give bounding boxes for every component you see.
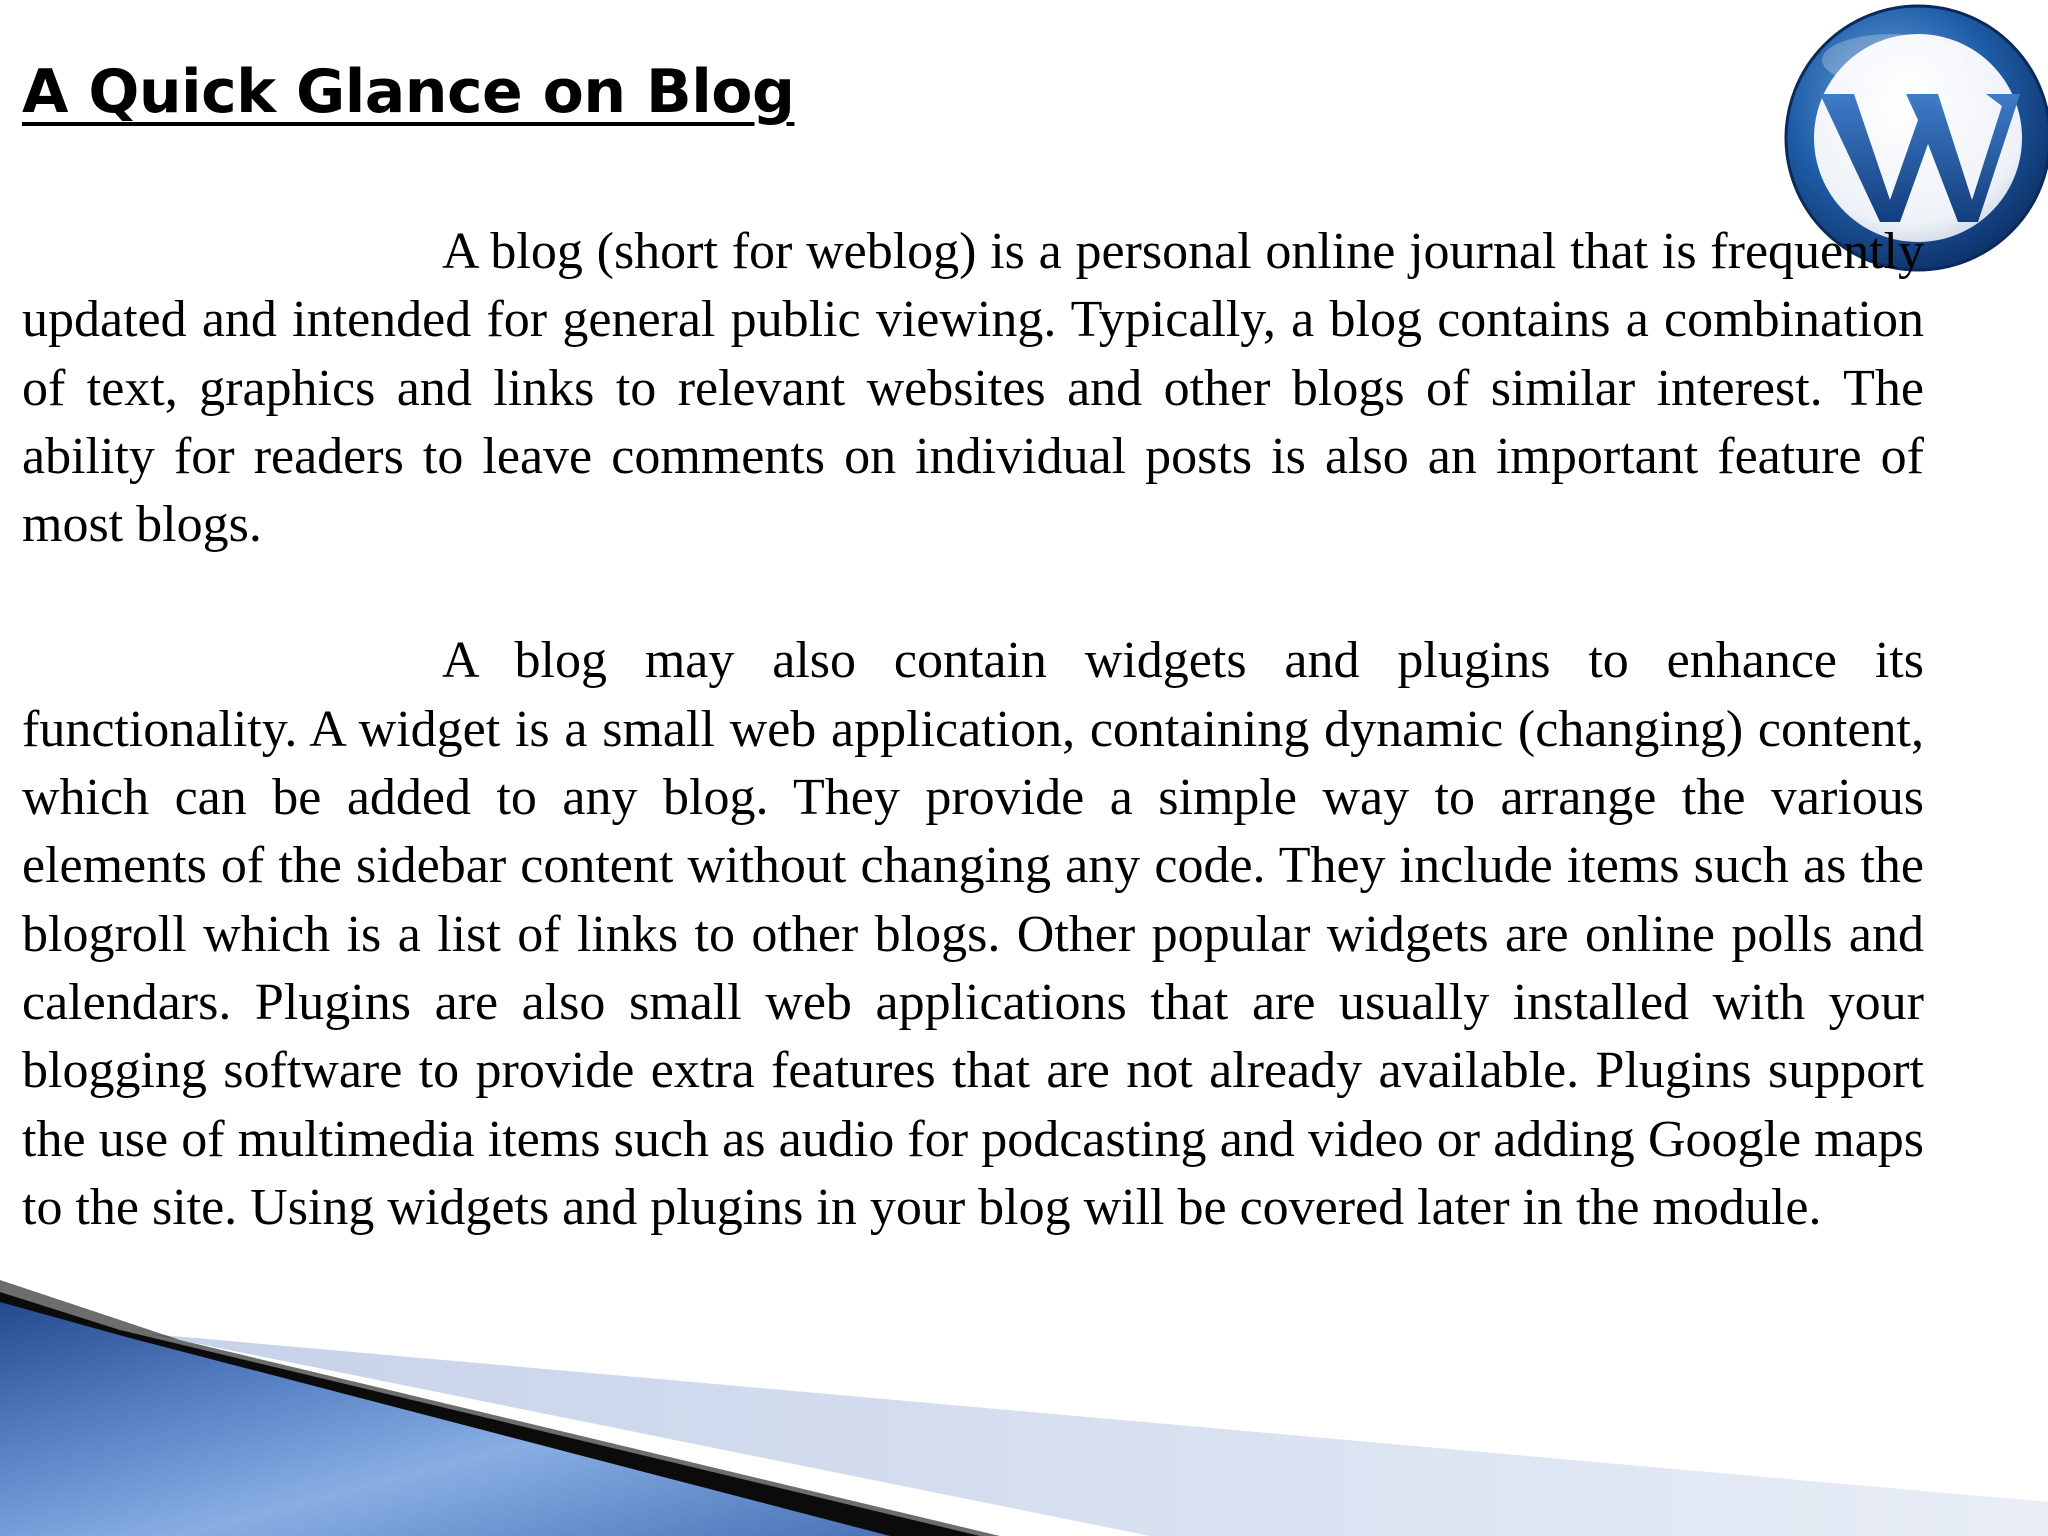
slide-title: A Quick Glance on Blog bbox=[22, 57, 795, 127]
body-text bbox=[22, 218, 1924, 1242]
blue-ribbon-decoration bbox=[0, 1280, 2048, 1536]
paragraph-widgets-plugins: A blog may also contain widgets and plugins to enhance its functionality. A widget is a small web application, containing dynamic (changing) content, which can be added to any blog. They provide a simple way to arrange the various elements of the sidebar content without changing any code. They include items such as the blogroll which is a list of links to other blogs. Other popular widgets are online polls and calendars. Plugins are also small web applications that are usually installed with your blogging software to provide extra features that are not already available. Plugins support the use of multimedia items such as audio for podcasting and video or adding Google maps to the site. Using widgets and plugins in your blog will be covered later in the module. bbox=[22, 632, 1924, 1236]
paragraph-blog-definition: A blog (short for weblog) is a personal online journal that is frequently updated and intended for general public viewing. Typically, a blog contains a combination of text, graphics and links to relevant websites and other blogs of similar interest. The ability for readers to leave comments on individual posts is also an important feature of most blogs. bbox=[22, 223, 1924, 554]
